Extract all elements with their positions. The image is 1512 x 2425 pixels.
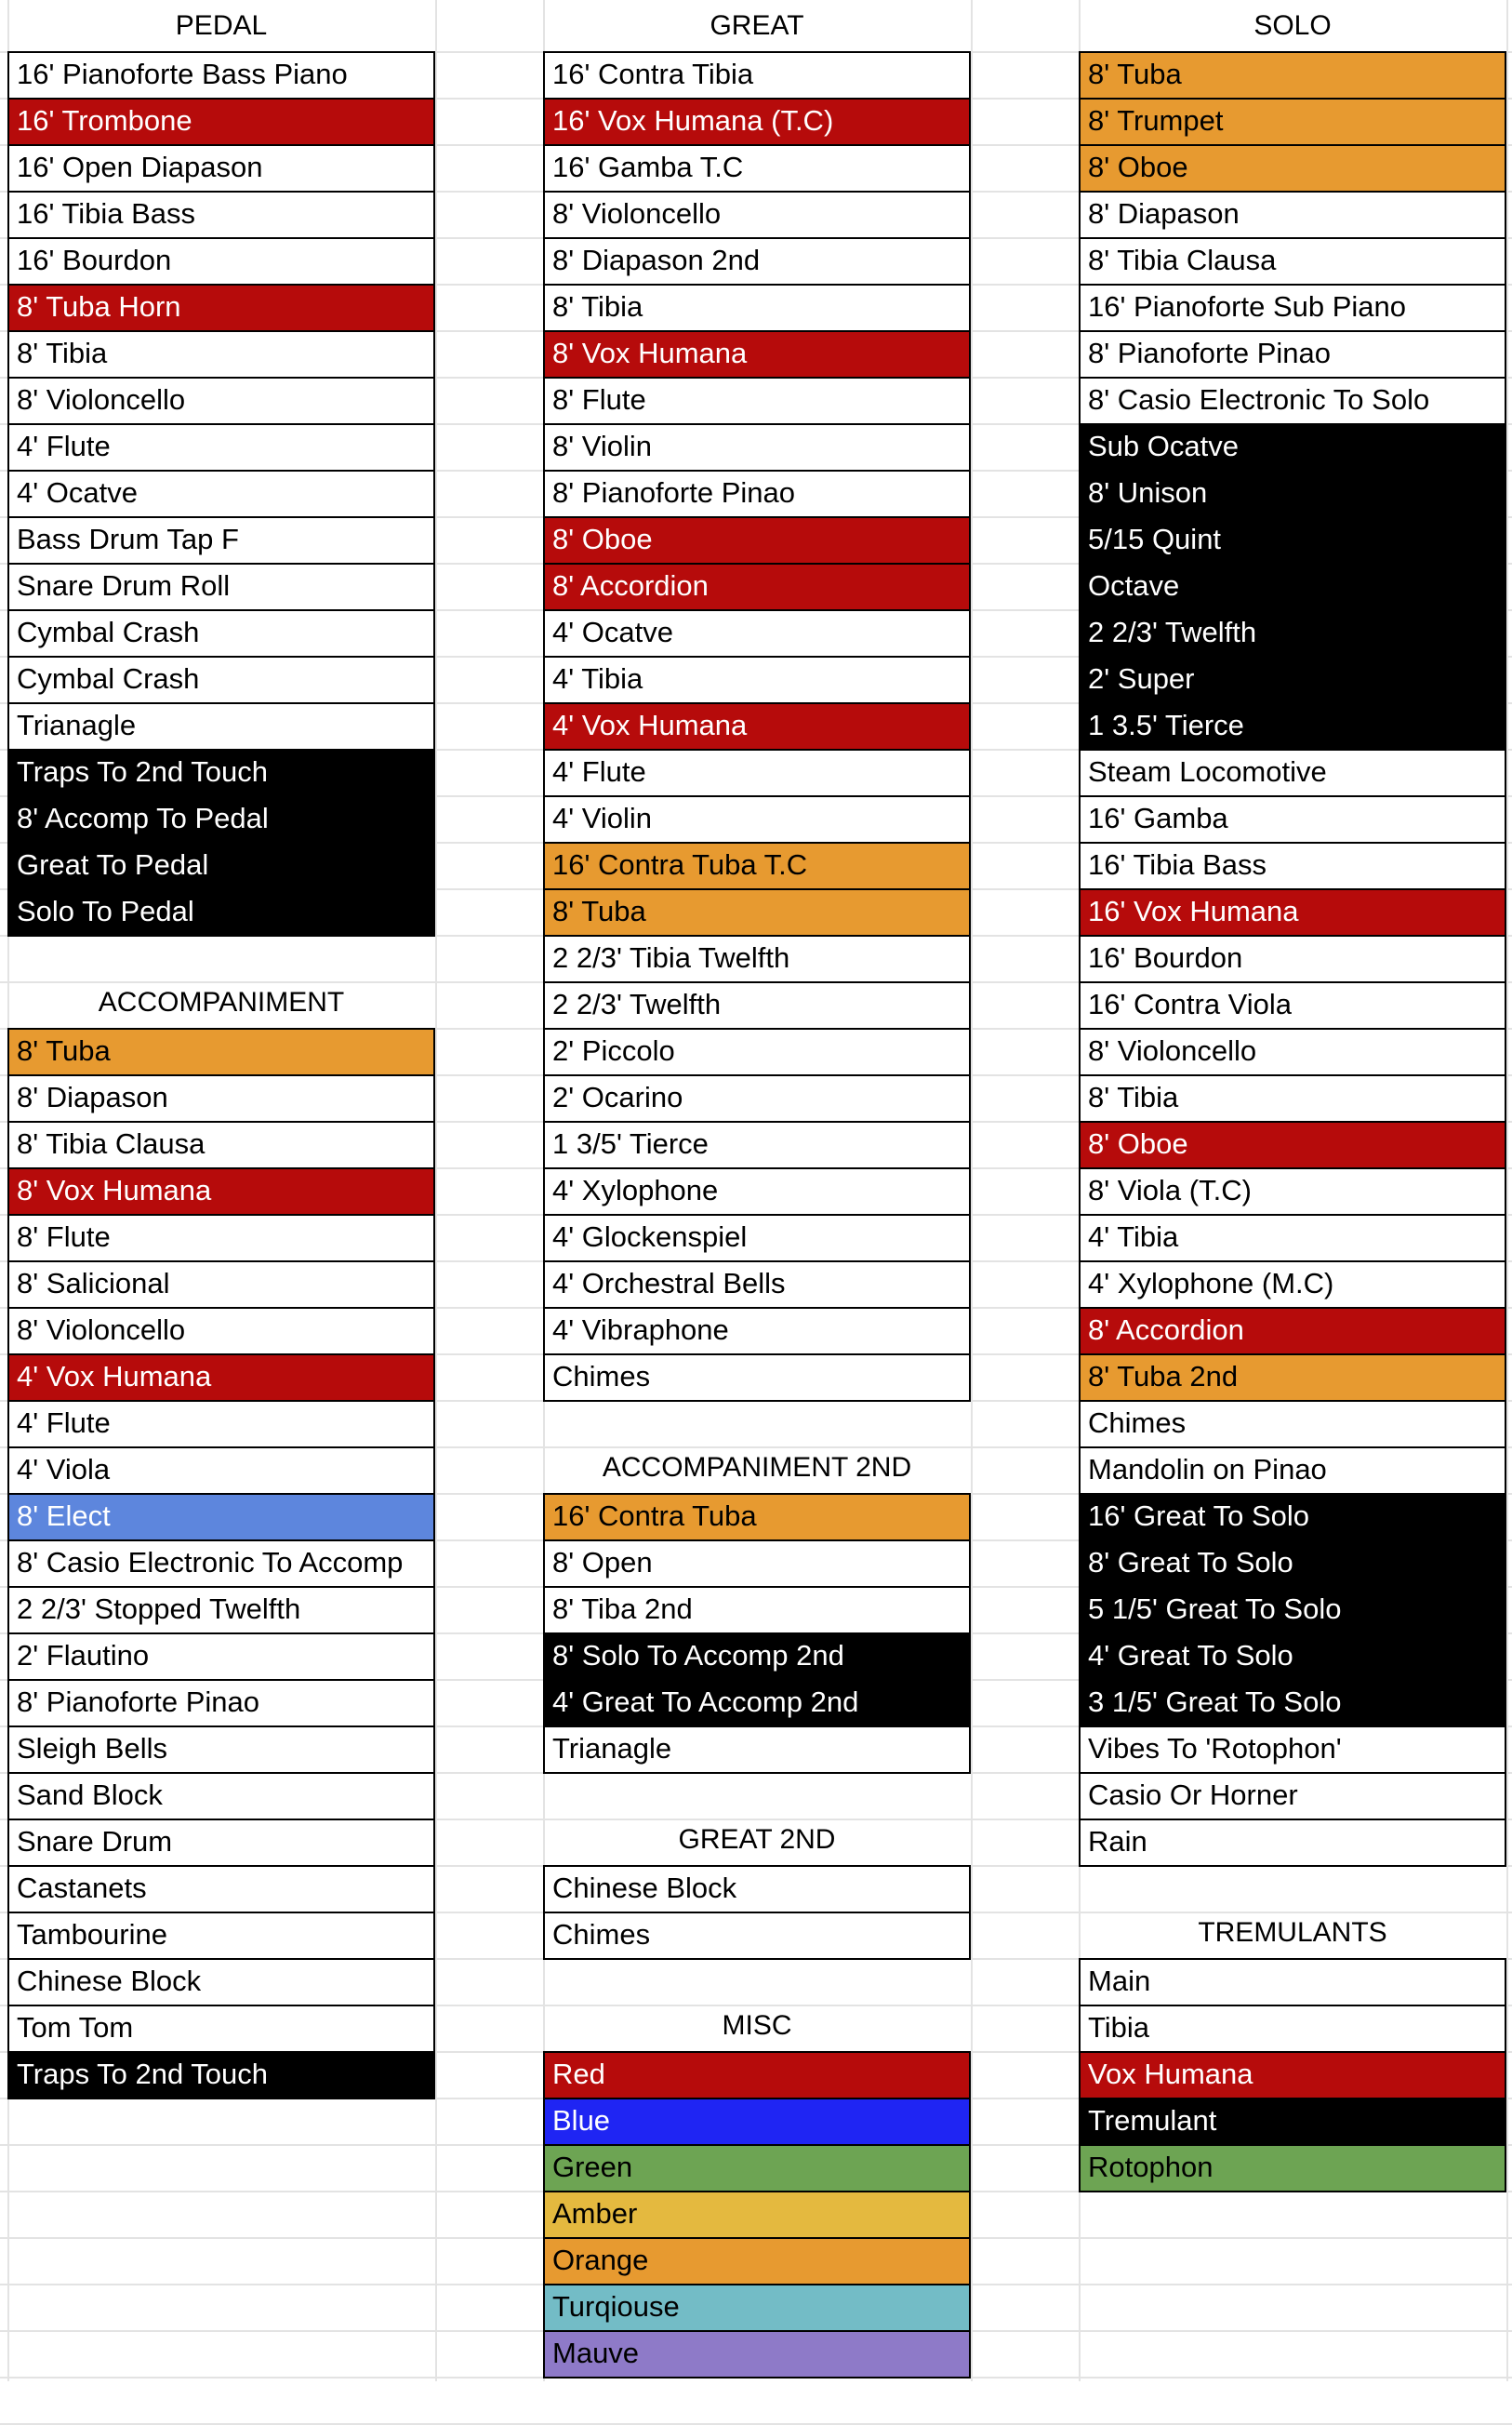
stop-cell[interactable]: 16' Contra Tuba: [543, 1493, 971, 1541]
stop-cell[interactable]: Traps To 2nd Touch: [7, 749, 435, 797]
stop-cell[interactable]: Solo To Pedal: [7, 888, 435, 937]
stop-cell[interactable]: Mandolin on Pinao: [1079, 1446, 1506, 1495]
stop-cell[interactable]: Cymbal Crash: [7, 609, 435, 658]
stop-cell[interactable]: Sleigh Bells: [7, 1725, 435, 1774]
stop-cell[interactable]: 4' Glockenspiel: [543, 1214, 971, 1262]
stop-cell[interactable]: Cymbal Crash: [7, 656, 435, 704]
stop-cell[interactable]: 8' Vox Humana: [7, 1167, 435, 1216]
stop-cell[interactable]: 8' Great To Solo: [1079, 1539, 1506, 1588]
stop-cell[interactable]: Tambourine: [7, 1912, 435, 1960]
stop-cell[interactable]: 8' Pianoforte Pinao: [543, 470, 971, 518]
stop-cell[interactable]: 8' Tibia: [1079, 1074, 1506, 1123]
grid-line-vertical: [971, 0, 973, 2381]
stop-cell[interactable]: Rain: [1079, 1819, 1506, 1867]
stop-cell[interactable]: 4' Great To Solo: [1079, 1632, 1506, 1681]
stop-cell[interactable]: 8' Tibia: [7, 330, 435, 379]
stop-cell[interactable]: 8' Pianoforte Pinao: [1079, 330, 1506, 379]
stop-cell[interactable]: 16' Gamba T.C: [543, 144, 971, 193]
stop-cell[interactable]: Chimes: [543, 1353, 971, 1402]
section-header-solo: SOLO: [1253, 10, 1332, 41]
stop-cell[interactable]: Trianagle: [7, 702, 435, 751]
stop-cell[interactable]: 8' Diapason: [7, 1074, 435, 1123]
stop-cell[interactable]: 1 3/5' Tierce: [543, 1121, 971, 1169]
section-header-misc: MISC: [722, 2010, 792, 2041]
stop-cell[interactable]: 16' Contra Viola: [1079, 981, 1506, 1030]
stop-cell[interactable]: 8' Unison: [1079, 470, 1506, 518]
stop-cell[interactable]: 16' Open Diapason: [7, 144, 435, 193]
stop-cell[interactable]: 1 3.5' Tierce: [1079, 702, 1506, 751]
stop-cell[interactable]: Blue: [543, 2098, 971, 2146]
grid-line-vertical: [435, 0, 437, 2381]
stop-cell[interactable]: 8' Vox Humana: [543, 330, 971, 379]
stop-cell[interactable]: 4' Xylophone: [543, 1167, 971, 1216]
stop-cell[interactable]: 5 1/5' Great To Solo: [1079, 1586, 1506, 1634]
stop-cell[interactable]: 2' Flautino: [7, 1632, 435, 1681]
stop-cell[interactable]: 8' Violoncello: [1079, 1028, 1506, 1076]
stop-cell[interactable]: 8' Oboe: [1079, 1121, 1506, 1169]
stop-cell[interactable]: 4' Flute: [7, 1400, 435, 1448]
stop-cell[interactable]: Turqiouse: [543, 2284, 971, 2332]
stop-cell[interactable]: 8' Diapason: [1079, 191, 1506, 239]
stop-cell[interactable]: 4' Tibia: [1079, 1214, 1506, 1262]
stop-cell[interactable]: 8' Tuba 2nd: [1079, 1353, 1506, 1402]
stop-cell[interactable]: 8' Flute: [7, 1214, 435, 1262]
stop-cell[interactable]: 8' Tibia Clausa: [7, 1121, 435, 1169]
stop-cell[interactable]: 8' Trumpet: [1079, 98, 1506, 146]
stop-cell[interactable]: 16' Contra Tibia: [543, 51, 971, 100]
stop-cell[interactable]: Tom Tom: [7, 2005, 435, 2053]
stop-cell[interactable]: Snare Drum Roll: [7, 563, 435, 611]
stop-cell[interactable]: 8' Violoncello: [543, 191, 971, 239]
stop-cell[interactable]: 4' Viola: [7, 1446, 435, 1495]
stop-cell[interactable]: 8' Oboe: [543, 516, 971, 565]
stop-cell[interactable]: 8' Viola (T.C): [1079, 1167, 1506, 1216]
stop-cell[interactable]: 8' Casio Electronic To Accomp: [7, 1539, 435, 1588]
stop-cell[interactable]: Traps To 2nd Touch: [7, 2051, 435, 2099]
stop-cell[interactable]: 8' Tuba: [1079, 51, 1506, 100]
stop-cell[interactable]: 2 2/3' Twelfth: [543, 981, 971, 1030]
stop-cell[interactable]: 5/15 Quint: [1079, 516, 1506, 565]
stop-cell[interactable]: 8' Oboe: [1079, 144, 1506, 193]
stop-cell[interactable]: 4' Great To Accomp 2nd: [543, 1679, 971, 1727]
section-header-accompaniment: ACCOMPANIMENT: [98, 987, 345, 1018]
stop-cell[interactable]: Vibes To 'Rotophon': [1079, 1725, 1506, 1774]
stop-cell[interactable]: 4' Xylophone (M.C): [1079, 1260, 1506, 1309]
stop-cell[interactable]: Steam Locomotive: [1079, 749, 1506, 797]
stop-cell[interactable]: 4' Ocatve: [543, 609, 971, 658]
stop-cell[interactable]: 8' Accomp To Pedal: [7, 795, 435, 844]
stop-cell[interactable]: 2' Super: [1079, 656, 1506, 704]
stop-cell[interactable]: Great To Pedal: [7, 842, 435, 890]
stop-cell[interactable]: 8' Tibia Clausa: [1079, 237, 1506, 286]
stop-cell[interactable]: 16' Bourdon: [7, 237, 435, 286]
stop-cell[interactable]: 2 2/3' Tibia Twelfth: [543, 935, 971, 983]
section-header-great-2nd: GREAT 2ND: [678, 1824, 836, 1855]
stop-cell[interactable]: 8' Tibia: [543, 284, 971, 332]
stop-cell[interactable]: 8' Violin: [543, 423, 971, 472]
stop-cell[interactable]: Mauve: [543, 2330, 971, 2378]
stop-cell[interactable]: Castanets: [7, 1865, 435, 1913]
section-header-accompaniment-2nd: ACCOMPANIMENT 2ND: [602, 1452, 912, 1483]
stop-cell[interactable]: 8' Accordion: [1079, 1307, 1506, 1355]
stop-cell[interactable]: Red: [543, 2051, 971, 2099]
stop-cell[interactable]: 2 2/3' Stopped Twelfth: [7, 1586, 435, 1634]
stop-cell[interactable]: 16' Contra Tuba T.C: [543, 842, 971, 890]
stop-cell[interactable]: 8' Violoncello: [7, 377, 435, 425]
stop-cell[interactable]: 2' Piccolo: [543, 1028, 971, 1076]
stop-cell[interactable]: 16' Tibia Bass: [7, 191, 435, 239]
stop-cell[interactable]: 4' Ocatve: [7, 470, 435, 518]
stop-cell[interactable]: 8' Open: [543, 1539, 971, 1588]
stop-cell[interactable]: Chimes: [543, 1912, 971, 1960]
stop-cell[interactable]: 8' Tiba 2nd: [543, 1586, 971, 1634]
stop-cell[interactable]: Rotophon: [1079, 2144, 1506, 2192]
stop-cell[interactable]: Main: [1079, 1958, 1506, 2006]
stop-cell[interactable]: Amber: [543, 2191, 971, 2239]
stop-cell[interactable]: 8' Violoncello: [7, 1307, 435, 1355]
stop-cell[interactable]: 16' Pianoforte Bass Piano: [7, 51, 435, 100]
stop-cell[interactable]: 8' Casio Electronic To Solo: [1079, 377, 1506, 425]
stop-cell[interactable]: 16' Trombone: [7, 98, 435, 146]
stop-cell[interactable]: 4' Flute: [543, 749, 971, 797]
stop-cell[interactable]: 4' Tibia: [543, 656, 971, 704]
grid-line-vertical: [1506, 0, 1508, 2381]
stop-cell[interactable]: 16' Gamba: [1079, 795, 1506, 844]
stop-cell[interactable]: Octave: [1079, 563, 1506, 611]
stop-cell[interactable]: 4' Vox Humana: [543, 702, 971, 751]
stop-cell[interactable]: 8' Tuba: [7, 1028, 435, 1076]
section-header-tremulants: TREMULANTS: [1198, 1917, 1387, 1948]
section-header-great: GREAT: [710, 10, 804, 41]
stop-cell[interactable]: 8' Tuba Horn: [7, 284, 435, 332]
stop-cell[interactable]: Sand Block: [7, 1772, 435, 1820]
stop-cell[interactable]: 16' Tibia Bass: [1079, 842, 1506, 890]
stop-cell[interactable]: 4' Orchestral Bells: [543, 1260, 971, 1309]
stop-cell[interactable]: Chinese Block: [7, 1958, 435, 2006]
stop-cell[interactable]: 8' Elect: [7, 1493, 435, 1541]
stop-cell[interactable]: 16' Vox Humana: [1079, 888, 1506, 937]
stop-cell[interactable]: Trianagle: [543, 1725, 971, 1774]
stop-cell[interactable]: 8' Diapason 2nd: [543, 237, 971, 286]
stop-cell[interactable]: Snare Drum: [7, 1819, 435, 1867]
stop-cell[interactable]: 16' Pianoforte Sub Piano: [1079, 284, 1506, 332]
stop-cell[interactable]: 4' Vibraphone: [543, 1307, 971, 1355]
stop-cell[interactable]: 8' Tuba: [543, 888, 971, 937]
stop-cell[interactable]: 4' Vox Humana: [7, 1353, 435, 1402]
stop-cell[interactable]: Orange: [543, 2237, 971, 2285]
stop-cell[interactable]: 2 2/3' Twelfth: [1079, 609, 1506, 658]
stop-cell[interactable]: 16' Vox Humana (T.C): [543, 98, 971, 146]
stop-cell[interactable]: Vox Humana: [1079, 2051, 1506, 2099]
stop-cell[interactable]: 2' Ocarino: [543, 1074, 971, 1123]
stop-cell[interactable]: 8' Salicional: [7, 1260, 435, 1309]
stop-cell[interactable]: Tremulant: [1079, 2098, 1506, 2146]
stop-cell[interactable]: 8' Accordion: [543, 563, 971, 611]
stop-cell[interactable]: 16' Bourdon: [1079, 935, 1506, 983]
stop-cell[interactable]: Sub Ocatve: [1079, 423, 1506, 472]
stop-cell[interactable]: Chinese Block: [543, 1865, 971, 1913]
stop-cell[interactable]: 8' Flute: [543, 377, 971, 425]
stop-cell[interactable]: 8' Pianoforte Pinao: [7, 1679, 435, 1727]
section-header-pedal: PEDAL: [175, 10, 268, 41]
stop-cell[interactable]: 16' Great To Solo: [1079, 1493, 1506, 1541]
stop-cell[interactable]: Bass Drum Tap F: [7, 516, 435, 565]
stop-cell[interactable]: 3 1/5' Great To Solo: [1079, 1679, 1506, 1727]
stop-cell[interactable]: Chimes: [1079, 1400, 1506, 1448]
stop-cell[interactable]: 4' Violin: [543, 795, 971, 844]
stop-cell[interactable]: 8' Solo To Accomp 2nd: [543, 1632, 971, 1681]
stop-cell[interactable]: Tibia: [1079, 2005, 1506, 2053]
stop-cell[interactable]: Casio Or Horner: [1079, 1772, 1506, 1820]
stop-cell[interactable]: Green: [543, 2144, 971, 2192]
stop-cell[interactable]: 4' Flute: [7, 423, 435, 472]
